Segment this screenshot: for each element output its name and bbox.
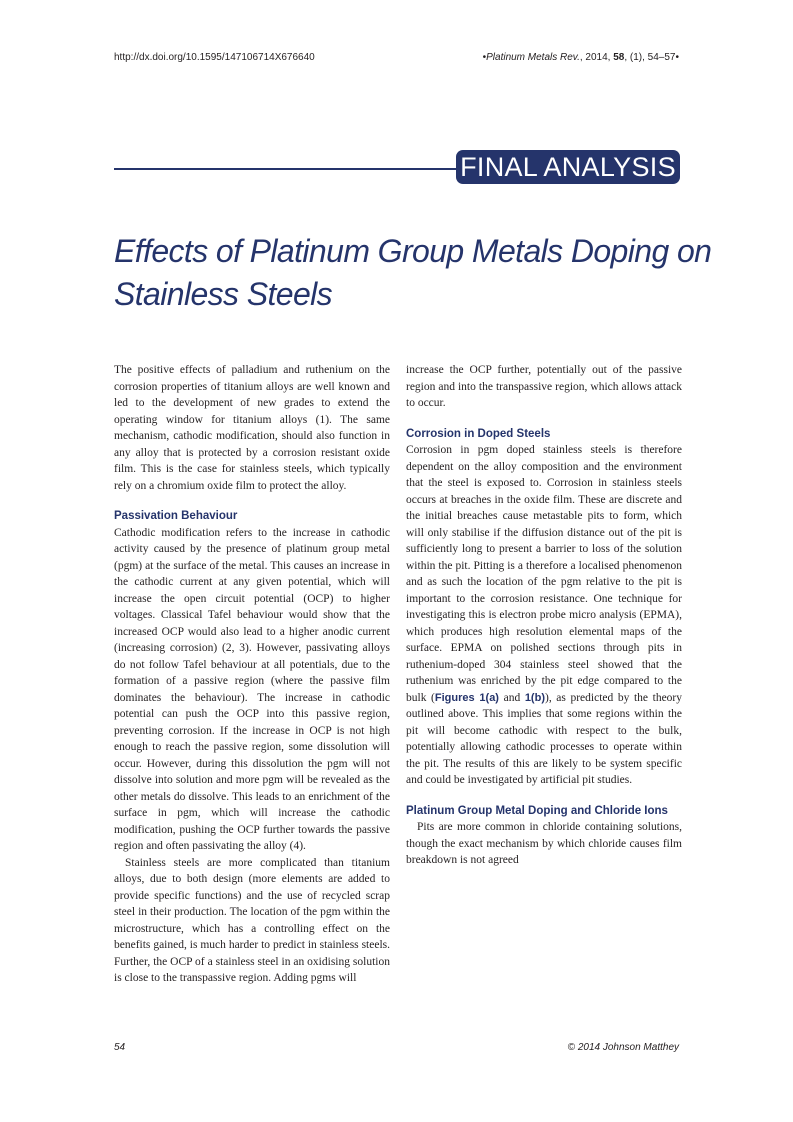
figure-ref-and: and bbox=[498, 691, 525, 704]
citation-volume: 58 bbox=[613, 52, 625, 63]
article-title: Effects of Platinum Group Metals Doping on Stainless Steels bbox=[114, 233, 712, 312]
passivation-heading: Passivation Behaviour bbox=[114, 510, 238, 522]
chloride-paragraph: Pits are more common in chloride containing solutions, though the exact mechanism by which chloride causes film breakdown is not agreed bbox=[406, 821, 682, 866]
figure-ref-1b[interactable]: 1(b) bbox=[524, 691, 545, 704]
page-number: 54 bbox=[114, 1042, 126, 1053]
copyright-notice: © 2014 Johnson Matthey bbox=[567, 1042, 679, 1053]
body-column-right bbox=[406, 362, 682, 869]
citation-year: , 2014, bbox=[579, 52, 614, 63]
citation-prefix: • bbox=[482, 52, 487, 63]
corrosion-text-start: Corrosion in pgm doped stainless steels is therefore dependent on the alloy composition and the environment that the steel is exposed to. Corrosion in stainless steels occurs at breaches in the oxide film. These are discrete and the initial breaches cause metastable pits to form, which will only stabilise if the diffusion distance out of the pit is sufficiently long to present a barrier to loss of the solution within the pit. Pitting is a therefore a localised phenomenon and as such the location of the pgm relative to the pit is important to the corrosion resistance. One technique for investigating this is electron probe micro analysis (EPMA), which produces high resolution elemental maps of the surface. EPMA on polished sections through pits in ruthenium-doped 304 stainless steel showed that the ruthenium was enriched by the pit edge compared to the bulk ( bbox=[406, 444, 682, 704]
citation-issue-pages: , (1), 54–57• bbox=[624, 52, 679, 63]
journal-name: Platinum Metals Rev. bbox=[486, 52, 580, 63]
passivation-paragraph-2-continued: increase the OCP further, potentially out of the passive region and into the transpassive region, which allows attack to occur. bbox=[406, 364, 682, 409]
section-rule bbox=[114, 168, 464, 170]
corrosion-text-end: ), as predicted by the theory outlined above. This implies that some regions within the pit will become cathodic with respect to the bulk, potentially allowing cathodic processes to operate within the pit. The results of this are likely to be system specific and could be investigated by artificial pit studies. bbox=[406, 691, 683, 786]
section-banner: FINAL ANALYSIS bbox=[456, 150, 680, 184]
body-column-left bbox=[114, 362, 390, 987]
doi-link[interactable]: http://dx.doi.org/10.1595/147106714X676640 bbox=[114, 52, 315, 63]
passivation-paragraph-2: Stainless steels are more complicated than titanium alloys, due to both design (more elements are added to provide specific functions) and the use of recycled scrap steel in their production. The location of the pgm within the microstructure, which has a controlling effect on the benefits gained, is much harder to predict in stainless steels. Further, the OCP of a stainless steel in an oxidising solution is close to the transpassive region. Adding pgms will bbox=[114, 856, 390, 984]
passivation-paragraph-1: Cathodic modification refers to the increase in cathodic activity caused by the presence of platinum group metal (pgm) at the surface of the metal. This causes an increase in the cathodic current at any given potential, which will increase the open circuit potential (OCP) to higher voltages. Classical Tafel behaviour would show that the increased OCP would also lead to a higher anodic current (increasing corrosion) (2, 3). However, passivating alloys do not follow Tafel behaviour at all potentials, due to the formation of a passive region (where the passive film dominates the behaviour). The increase in cathodic potential can push the OCP into this passive region, preventing corrosion. If the increase in OCP is not high enough to reach the passive region, some dissolution will occur. However, during this dissolution the pgm will not dissolve into solution and more pgm will be revealed as the other metals do dissolve. This leads to an enrichment of the surface in pgm, which will increase the cathodic modification, pushing the OCP further towards the passive region and often passivating the alloy (4). bbox=[114, 526, 390, 852]
figure-ref-1a[interactable]: Figures 1(a) bbox=[434, 691, 499, 704]
intro-paragraph: The positive effects of palladium and ruthenium on the corrosion properties of titanium alloys are well known and led to the development of new grades to extend the operating window for titanium alloys (1). The same mechanism, cathodic modification, should also function in any alloy that is protected by a corrosion resistant oxide film. This is the case for stainless steels, which typically rely on a chromium oxide film to protect the alloy. bbox=[114, 364, 390, 492]
corrosion-paragraph bbox=[406, 442, 682, 789]
chloride-heading: Platinum Group Metal Doping and Chloride Ions bbox=[406, 804, 668, 817]
journal-citation bbox=[483, 52, 679, 63]
corrosion-heading: Corrosion in Doped Steels bbox=[406, 427, 551, 440]
